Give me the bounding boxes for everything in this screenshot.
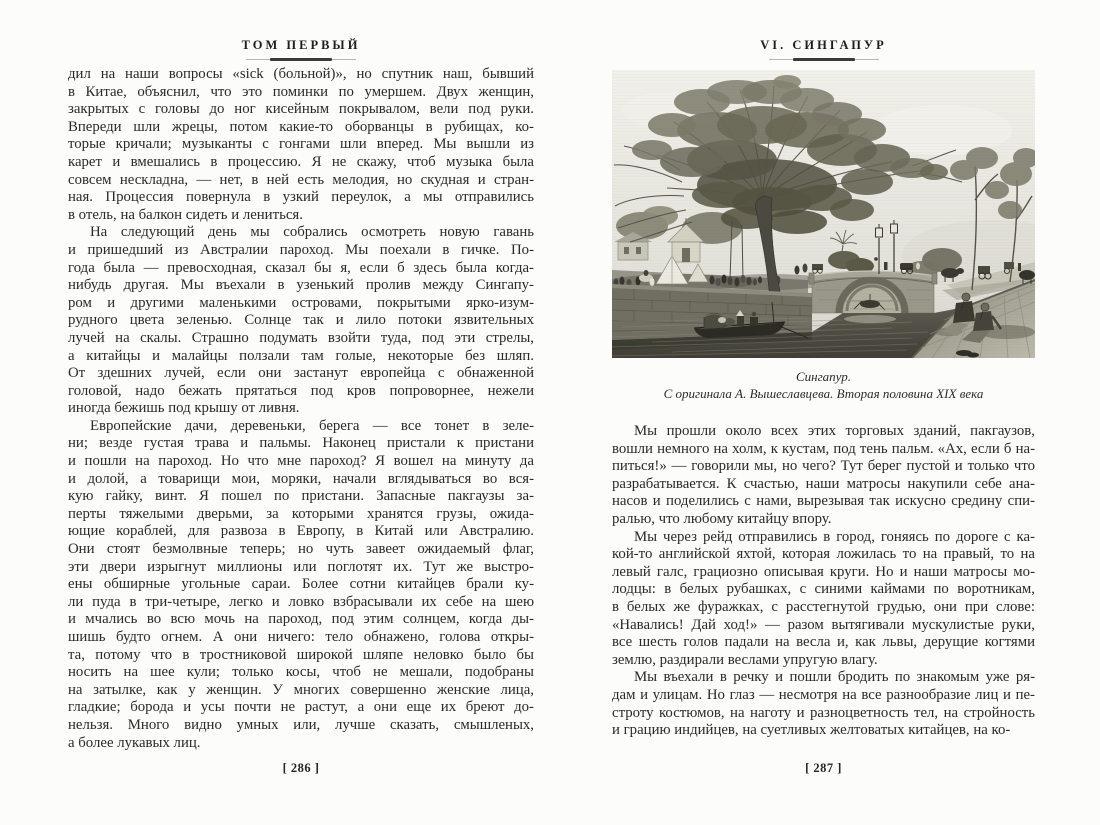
illustration-figure: [612, 70, 1035, 402]
text-line: «Навались! Дай ход!» — разом вытягивали мускулистые руки,: [612, 616, 1035, 633]
page-number-left: [ 286 ]: [282, 761, 320, 775]
text-line: строту костюмов, на наготу и разноцветность тел, на стройность: [612, 704, 1035, 721]
text-line: перты тяжелыми дверьми, за которыми хранятся грузы, ожида-: [68, 505, 534, 522]
text-line: эти двери изрыгнут миллионы или поглотят их. Тут же выстро-: [68, 558, 534, 575]
running-head-left: [68, 38, 534, 61]
header-rule-left: [246, 58, 356, 61]
text-line: и мчались во всю мочь на пароход, под этим солнцем, когда ды-: [68, 611, 534, 628]
text-line: в белых же фуражках, с расстегнутой грудью, они при слове:: [612, 598, 1035, 615]
text-line: ли пуда в три-четыре, легко и ловко взбрасывали их себе на шею: [68, 593, 534, 610]
text-line: и грацию индийцев, на суетливых желтоватых китайцев, на ко-: [612, 722, 1011, 739]
text-line: лучей на скалы. Страшно подумать взойти туда, под эти стрелы,: [68, 329, 534, 346]
running-head-left-title: ТОМ ПЕРВЫЙ: [241, 38, 361, 52]
text-line: ралью, что любому китайцу впору.: [612, 510, 832, 527]
text-line: иногда бежишь под крышу от ливня.: [68, 400, 300, 417]
header-rule-right: [769, 58, 879, 61]
text-line: От здешних лучей, если они застанут европейца с обнаженной: [68, 365, 534, 382]
text-line: дам и улицам. Но глаз — несмотря на все разнообразие лиц и пе-: [612, 686, 1035, 703]
text-line: нельзя. Много видно умных или, лучше сказать, смышленых,: [68, 716, 534, 733]
page-left: [68, 38, 534, 798]
text-line: нибудь другая. Мы въехали в узенький пролив между Сингапу-: [68, 277, 534, 294]
text-line: ены обширные угольные сараи. Более сотни китайцев брали ку-: [68, 576, 534, 593]
text-line: закрытых с головы до ног кисейным покрывалом, вели под руки.: [68, 101, 534, 118]
text-line: кую гайку, винт. Я пошел по пристани. Запасные пакгаузы за-: [68, 488, 534, 505]
text-line: а более лукавых лиц.: [68, 734, 201, 751]
text-line: питься!» — говорили мы, но чего? Тут берег пустой и только что: [612, 458, 1035, 475]
text-line: землю, раздирали веслами упругую влагу.: [612, 651, 878, 668]
running-head-right-title: VI. СИНГАПУР: [760, 38, 887, 52]
text-line: ная. Процессия повернула в узкий переулок, а мы отправились: [68, 189, 534, 206]
text-line: Мы прошли около всех этих торговых зданий, пакгаузов,: [634, 423, 1035, 439]
running-head-right: [612, 38, 1035, 61]
right-text-column: [612, 423, 1035, 740]
text-line: все шесть голов падали на весла и, как львы, дерущие когтями: [612, 634, 1035, 651]
text-line: ни; везде густая трава и пальмы. Наконец пристали к пристани: [68, 435, 534, 452]
text-line: кой-то английской яхтой, которая ложилась то на правый, то на: [612, 546, 1035, 563]
text-line: вошли немного на холм, к кустам, под тень пальм. «Ах, если б на-: [612, 440, 1035, 457]
text-line: ром и другими маленькими островами, покрытыми ярко-изум-: [68, 294, 534, 311]
text-line: На следующий день мы собрались осмотреть новую гавань: [90, 224, 534, 241]
text-line: Европейские дачи, деревеньки, берега — все тонет в зеле-: [90, 417, 534, 434]
text-line: лодцы: в белых рубашках, с синими каймами по воротникам,: [612, 581, 1035, 598]
text-line: Впереди шли жрецы, потом какие-то оборванцы в рубищах, ко-: [68, 118, 534, 135]
text-line: на затылке, как у женщин. У многих совершенно женские лица,: [68, 681, 534, 698]
text-line: совсем нескладна, — нет, в ней есть мелодия, но скудная и стран-: [68, 171, 534, 188]
text-line: и пошли на пароход. Но что мне пароход? Я вошел на минуту да: [68, 453, 534, 470]
text-line: и пришедший из Австралии пароход. Мы поехали в гичке. По-: [68, 241, 534, 258]
text-line: торые кричали; музыканты с гонгами шли вперед. Мы вышли из: [68, 136, 534, 153]
text-line: в отель, на балкон сидеть и лениться.: [68, 206, 303, 223]
text-line: носить на шее кули; только косы, чтоб не мешали, подобраны: [68, 664, 534, 681]
text-line: в Китае, объяснил, что это поминки по умершем. Двух женщин,: [68, 83, 534, 100]
text-line: гладкие; борода и усы почти не растут, а они еще их бреют до-: [68, 699, 534, 716]
caption-credit: С оригинала А. Вышеславцева. Вторая половина XIX века: [663, 385, 984, 401]
text-line: Они стоят безмолвные теперь; но чуть завеет ожидаемый флаг,: [68, 541, 534, 558]
text-line: ющие кораблей, для развоза в Европу, в Китай или Австралию.: [68, 523, 534, 540]
text-line: левый галс, грациозно описывая круги. Но и наши матросы мо-: [612, 563, 1035, 580]
text-line: та, потому что в тростниковой широкой шляпе неловко было бы: [68, 646, 534, 663]
text-line: шишь будто огнем. А они ничего: тело обнажено, голова откры-: [68, 629, 534, 645]
page-right: [612, 38, 1035, 798]
text-line: Мы въехали в речку и пошли бродить по знакомым уже ря-: [634, 669, 1035, 686]
text-line: дил на наши вопросы «sick (больной)», но спутник наш, бывший: [68, 66, 534, 82]
text-line: а китайцы и малайцы ползали там голые, некоторые без шляп.: [68, 347, 534, 364]
text-line: карет и вмешались в процессию. Я не скажу, чтоб музыка была: [68, 153, 534, 170]
illustration-caption: [612, 369, 1035, 402]
left-text-column: [68, 66, 534, 752]
caption-title: Сингапур.: [795, 369, 852, 384]
text-line: рудного цвета зеленью. Солнце так и лило потоки язвительных: [68, 312, 534, 329]
text-line: Мы через рейд отправились в город, гоняясь по дороге с ка-: [634, 528, 1035, 545]
singapore-illustration: [612, 70, 1035, 358]
text-line: и долой, а товарищи мои, моряки, начали вглядываться во вся-: [68, 470, 534, 487]
text-line: разрабатывается. К счастью, наши матросы накупили себе ана-: [612, 475, 1035, 492]
text-line: насов и поделились с нами, вырезывая так искусно средину спи-: [612, 493, 1035, 510]
page-number-right: [ 287 ]: [805, 761, 842, 775]
text-line: головой, надо бежать прятаться под кров попроворнее, нежели: [68, 382, 534, 399]
text-line: года была — превосходная, сказал бы я, если б здесь была когда-: [68, 259, 534, 276]
